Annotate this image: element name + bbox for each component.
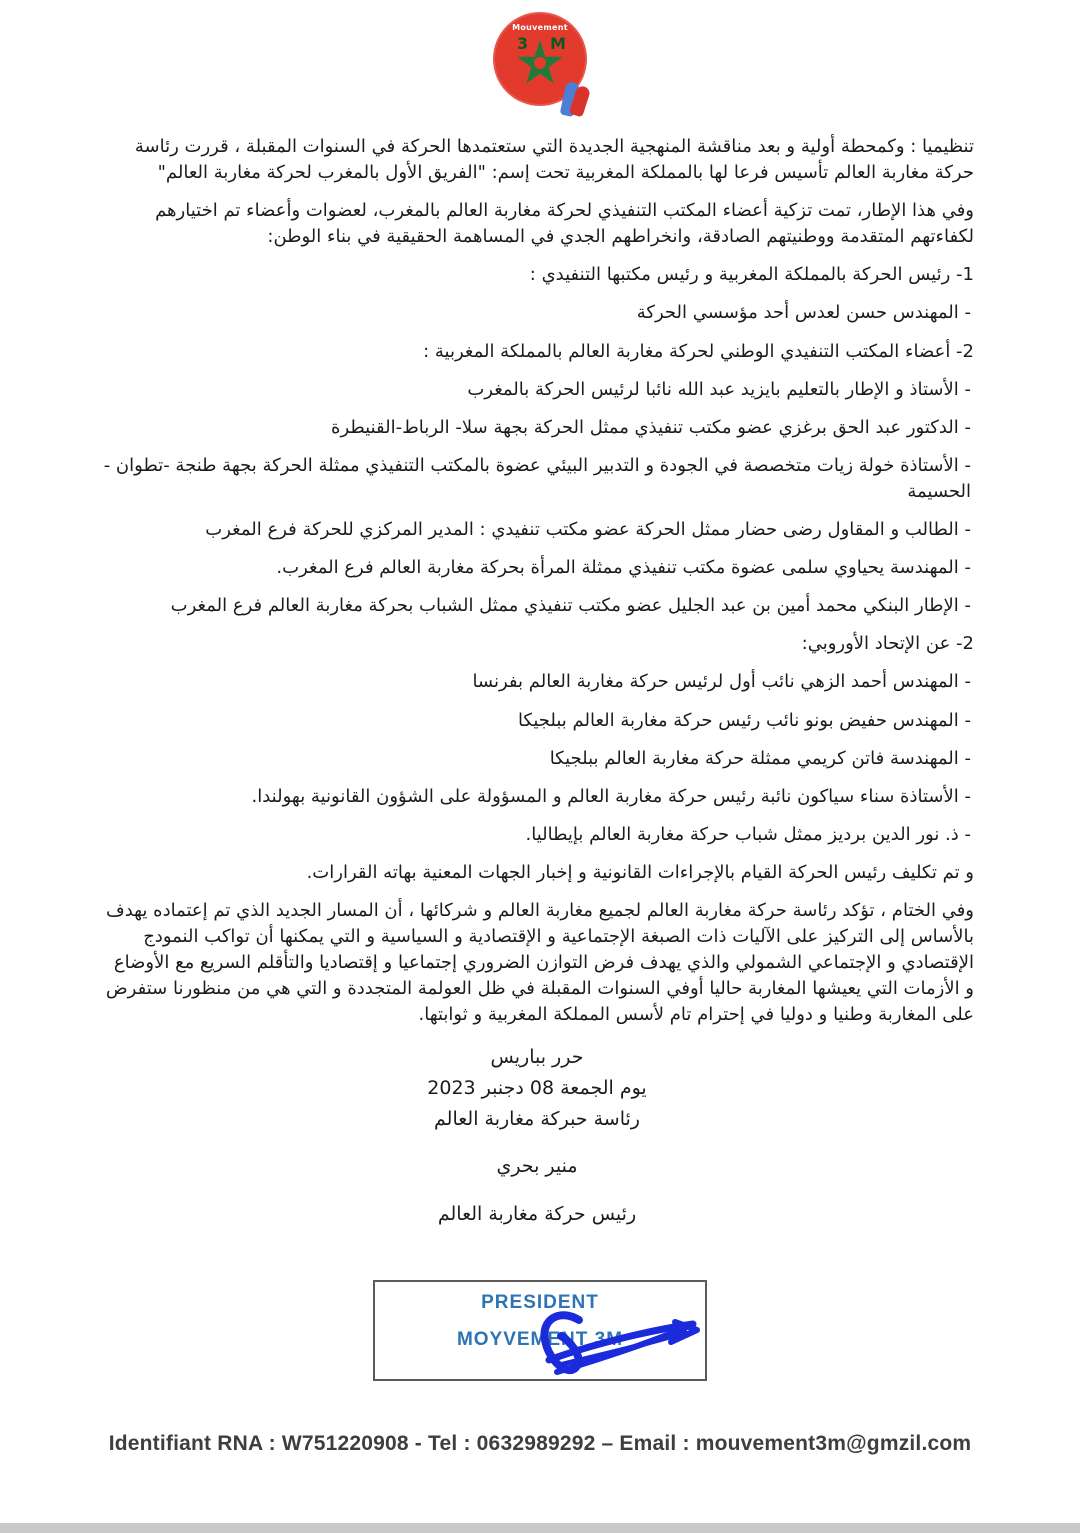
movement-3m-logo: [480, 12, 600, 116]
president-stamp-box: [373, 1280, 707, 1381]
closing-line: رئيس حركة مغاربة العالم: [437, 1202, 637, 1225]
star-center-dot: [534, 57, 546, 69]
paragraph: 1- رئيس الحركة بالمملكة المغربية و رئيس مكتبها التنفيدي :: [529, 264, 974, 286]
list-item: - الدكتور عبد الحق برغزي عضو مكتب تنفيذي ممثل الحركة بجهة سلا- الرباط-القنيطرة: [331, 416, 971, 438]
list-item: - الأستاذة سناء سياكون نائبة رئيس حركة مغاربة العالم و المسؤولة على الشؤون القانونية بهولندا.: [251, 785, 971, 807]
list-item: - الأستاذة خولة زيات متخصصة في الجودة و التدبير البيئي عضوة بالمكتب التنفيذي ممثلة الحركة بجهة طنجة -تطوان - الحسيمة: [103, 454, 971, 502]
list-item: - المهندس أحمد الزهي نائب أول لرئيس حركة مغاربة العالم بفرنسا: [472, 671, 971, 693]
footer-contact: Identifiant RNA : W751220908 - Tel : 0632989292 – Email : mouvement3m@gmzil.com: [108, 1432, 972, 1455]
list-item: - الطالب و المقاول رضى حضار ممثل الحركة عضو مكتب تنفيدي : المدير المركزي للحركة فرع المغرب: [205, 519, 971, 541]
paragraph: وفي هذا الإطار، تمت تزكية أعضاء المكتب التنفيذي لحركة مغاربة العالم بالمغرب، لعضوات وأعضاء تم اختيارهم لكفاءتهم المتقدمة ووطنيتهم الصادقة، وانخراطهم الجدي في المساهمة الحقيقية في بناء الوطن:: [155, 200, 974, 248]
president-label: PRESIDENT: [481, 1292, 599, 1313]
closing-line: يوم الجمعة 08 دجنبر 2023: [427, 1076, 647, 1099]
list-item: - ذ. نور الدين برديز ممثل شباب حركة مغاربة العالم بإيطاليا.: [525, 823, 971, 845]
movement-label: MOYVEMENT 3M: [456, 1329, 624, 1350]
list-item: - الإطار البنكي محمد أمين بن عبد الجليل عضو مكتب تنفيذي ممثل الشباب بحركة مغاربة العالم فرع المغرب: [170, 595, 971, 617]
paragraph: و تم تكليف رئيس الحركة القيام بالإجراءات القانونية و إخبار الجهات المعنية بهاته القرارات.: [306, 861, 974, 883]
bottom-edge-bar: [0, 1523, 1080, 1533]
closing-line: منير بحري: [496, 1155, 578, 1178]
paragraph: 2- عن الإتحاد الأوروبي:: [801, 633, 974, 655]
closing-line: حرر بباريس: [490, 1046, 584, 1069]
list-item: - الأستاذ و الإطار بالتعليم بايزيد عبد الله نائبا لرئيس الحركة بالمغرب: [467, 378, 971, 400]
document-body: [100, 134, 974, 1028]
closing-line: رئاسة حبركة مغاربة العالم: [434, 1107, 640, 1130]
paragraph: وفي الختام ، تؤكد رئاسة حركة مغاربة العالم لجميع مغاربة العالم و شركائها ، أن المسار الجديد الذي تم إعتماده يهدف بالأساس إلى التركيز على الآليات ذات الصبغة الإجتماعية و الإقتصادية و السياسية و التي يمكنها أن تواكب النمودج الإقتصادي و الإجتماعي الشمولي والذي يهدف فرض التوازن الضروري إجتماعيا و إقتصاديا والتأقلم السريع مع الأوضاع و الأزمات التي يعيشها المغاربة حاليا أوفي السنوات المقبلة في ظل العولمة المتجددة و التي هي من منظورنا ستفرض على المغاربة وطنيا و دوليا في إحترام تام لأسس المملكة المغربية و ثوابتها.: [105, 899, 974, 1026]
logo-mark-m: M: [550, 34, 566, 53]
logo-mark-3: 3: [517, 34, 529, 53]
closing-block: [100, 1044, 974, 1228]
signature-scribble-icon: [533, 1310, 703, 1380]
list-item: - المهندسة يحياوي سلمى عضوة مكتب تنفيذي ممثلة المرأة بحركة مغاربة العالم فرع المغرب.: [276, 557, 971, 579]
paragraph: تنظيميا : وكمحطة أولية و بعد مناقشة المنهجية الجديدة التي ستعتمدها الحركة في السنوات المقبلة ، قررت رئاسة حركة مغاربة العالم تأسيس فرعا لها بالمملكة المغربية تحت إسم: "الفريق الأول بالمغرب لحركة مغاربة العالم": [134, 136, 974, 184]
list-item: - المهندسة فاتن كريمي ممثلة حركة مغاربة العالم ببلجيكا: [549, 747, 971, 769]
paragraph: 2- أعضاء المكتب التنفيدي الوطني لحركة مغاربة العالم بالمملكة المغربية :: [423, 340, 974, 362]
list-item: - المهندس حسن لعدس أحد مؤسسي الحركة: [636, 302, 971, 324]
list-item: - المهندس حفيض بونو نائب رئيس حركة مغاربة العالم ببلجيكا: [517, 709, 971, 731]
logo-top-label: Mouvement: [512, 23, 568, 32]
